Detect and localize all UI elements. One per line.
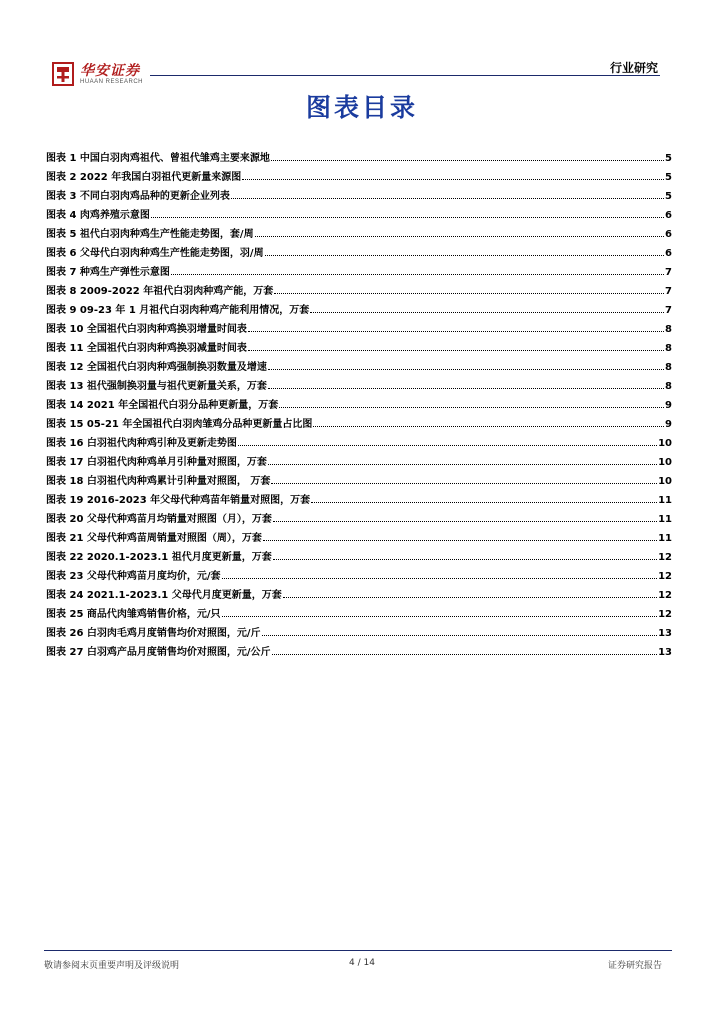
toc-entry-page: 12 [658, 571, 672, 582]
toc-entry-page: 5 [665, 191, 672, 202]
toc-list [46, 145, 672, 658]
toc-entry[interactable] [46, 411, 672, 430]
report-type: 证券研究报告 [607, 961, 662, 971]
toc-entry[interactable] [46, 468, 672, 487]
toc-entry-label: 图表 13 祖代强制换羽量与祖代更新量关系，万套 [46, 381, 267, 392]
toc-entry[interactable] [46, 145, 672, 164]
toc-entry-page: 11 [658, 533, 672, 544]
toc-entry-label: 图表 8 2009-2022 年祖代白羽肉种鸡产能，万套 [46, 286, 274, 297]
toc-entry-page: 6 [665, 229, 672, 240]
toc-entry[interactable] [46, 183, 672, 202]
toc-entry[interactable] [46, 449, 672, 468]
toc-entry[interactable] [46, 506, 672, 525]
toc-dot-leader [313, 417, 664, 427]
toc-entry-label: 图表 23 父母代种鸡苗月度均价，元/套 [46, 571, 221, 582]
toc-dot-leader [222, 607, 658, 617]
toc-entry-label: 图表 16 白羽祖代肉种鸡引种及更新走势图 [46, 438, 237, 449]
page-number: 4 / 14 [349, 958, 375, 968]
toc-entry[interactable] [46, 639, 672, 658]
toc-dot-leader [263, 531, 657, 541]
toc-entry-page: 7 [665, 267, 672, 278]
header-rule [150, 75, 660, 76]
toc-entry[interactable] [46, 544, 672, 563]
toc-entry[interactable] [46, 335, 672, 354]
brand-logo [52, 62, 74, 86]
toc-entry[interactable] [46, 202, 672, 221]
toc-entry[interactable] [46, 487, 672, 506]
toc-dot-leader [272, 645, 658, 655]
toc-entry-page: 5 [665, 153, 672, 164]
toc-entry[interactable] [46, 297, 672, 316]
toc-entry-label: 图表 24 2021.1-2023.1 父母代月度更新量，万套 [46, 590, 282, 601]
toc-entry[interactable] [46, 240, 672, 259]
toc-entry-label: 图表 7 种鸡生产弹性示意图 [46, 267, 170, 278]
toc-dot-leader [231, 189, 664, 199]
toc-dot-leader [310, 303, 664, 313]
toc-entry-label: 图表 10 全国祖代白羽肉种鸡换羽增量时间表 [46, 324, 247, 335]
toc-entry-label: 图表 6 父母代白羽肉种鸡生产性能走势图，羽/周 [46, 248, 264, 259]
toc-dot-leader [279, 398, 664, 408]
toc-dot-leader [262, 626, 658, 636]
toc-entry-page: 11 [658, 495, 672, 506]
toc-entry[interactable] [46, 430, 672, 449]
toc-entry[interactable] [46, 316, 672, 335]
toc-entry-page: 8 [665, 381, 672, 392]
huaan-logo-icon [52, 62, 74, 86]
toc-entry-label: 图表 4 肉鸡养殖示意图 [46, 210, 150, 221]
toc-entry-label: 图表 27 白羽鸡产品月度销售均价对照图，元/公斤 [46, 647, 271, 658]
toc-dot-leader [238, 436, 657, 446]
toc-entry-page: 10 [658, 476, 672, 487]
toc-entry[interactable] [46, 563, 672, 582]
toc-entry-label: 图表 19 2016-2023 年父母代种鸡苗年销量对照图，万套 [46, 495, 311, 506]
toc-entry-page: 10 [658, 457, 672, 468]
toc-entry-page: 12 [658, 552, 672, 563]
toc-dot-leader [222, 569, 658, 579]
toc-dot-leader [265, 246, 664, 256]
toc-entry[interactable] [46, 601, 672, 620]
toc-entry-page: 5 [665, 172, 672, 183]
toc-entry-label: 图表 3 不同白羽肉鸡品种的更新企业列表 [46, 191, 230, 202]
toc-entry-label: 图表 18 白羽祖代肉种鸡累计引种量对照图， 万套 [46, 476, 271, 487]
toc-entry-page: 7 [665, 286, 672, 297]
section-label: 行业研究 [609, 61, 658, 75]
toc-dot-leader [271, 151, 664, 161]
toc-dot-leader [248, 322, 664, 332]
toc-entry-label: 图表 2 2022 年我国白羽祖代更新量来源图 [46, 172, 242, 183]
toc-entry-page: 8 [665, 362, 672, 373]
toc-entry-page: 8 [665, 343, 672, 354]
toc-entry[interactable] [46, 620, 672, 639]
toc-entry-page: 10 [658, 438, 672, 449]
toc-entry-label: 图表 20 父母代种鸡苗月均销量对照图（月），万套 [46, 514, 272, 525]
toc-dot-leader [268, 360, 664, 370]
toc-entry[interactable] [46, 221, 672, 240]
toc-entry-label: 图表 17 白羽祖代肉种鸡单月引种量对照图，万套 [46, 457, 267, 468]
toc-entry-page: 12 [658, 609, 672, 620]
toc-entry-label: 图表 11 全国祖代白羽肉种鸡换羽减量时间表 [46, 343, 247, 354]
toc-entry[interactable] [46, 582, 672, 601]
disclaimer-note: 敬请参阅末页重要声明及评级说明 [44, 961, 180, 971]
toc-entry-label: 图表 9 09-23 年 1 月祖代白羽肉种鸡产能利用情况，万套 [46, 305, 310, 316]
toc-entry-label: 图表 25 商品代肉雏鸡销售价格，元/只 [46, 609, 221, 620]
toc-entry[interactable] [46, 354, 672, 373]
brand-name-cn: 华安证券 [80, 63, 140, 79]
toc-entry-label: 图表 1 中国白羽肉鸡祖代、曾祖代雏鸡主要来源地 [46, 153, 270, 164]
toc-entry-label: 图表 14 2021 年全国祖代白羽分品种更新量，万套 [46, 400, 279, 411]
toc-entry-page: 7 [665, 305, 672, 316]
toc-entry-label: 图表 12 全国祖代白羽肉种鸡强制换羽数量及增速 [46, 362, 267, 373]
toc-dot-leader [151, 208, 664, 218]
toc-entry-label: 图表 21 父母代种鸡苗周销量对照图（周），万套 [46, 533, 262, 544]
toc-dot-leader [255, 227, 664, 237]
toc-entry[interactable] [46, 278, 672, 297]
brand-name-en: HUAAN RESEARCH [80, 79, 144, 85]
toc-entry[interactable] [46, 392, 672, 411]
toc-entry[interactable] [46, 164, 672, 183]
toc-entry[interactable] [46, 525, 672, 544]
toc-dot-leader [242, 170, 664, 180]
toc-entry-page: 13 [658, 647, 672, 658]
toc-entry[interactable] [46, 373, 672, 392]
toc-entry-page: 12 [658, 590, 672, 601]
toc-dot-leader [268, 455, 657, 465]
toc-entry-page: 8 [665, 324, 672, 335]
toc-entry-label: 图表 22 2020.1-2023.1 祖代月度更新量，万套 [46, 552, 272, 563]
page-title: 图表目录 [305, 93, 418, 122]
toc-dot-leader [171, 265, 664, 275]
toc-entry-label: 图表 26 白羽肉毛鸡月度销售均价对照图，元/斤 [46, 628, 261, 639]
toc-dot-leader [273, 512, 657, 522]
footer-rule [44, 950, 672, 951]
toc-dot-leader [273, 550, 657, 560]
toc-dot-leader [274, 284, 664, 294]
toc-dot-leader [271, 474, 657, 484]
toc-entry-page: 13 [658, 628, 672, 639]
toc-entry-label: 图表 5 祖代白羽肉种鸡生产性能走势图，套/周 [46, 229, 254, 240]
toc-dot-leader [311, 493, 657, 503]
toc-entry-page: 9 [665, 400, 672, 411]
toc-entry-page: 6 [665, 210, 672, 221]
toc-entry-page: 11 [658, 514, 672, 525]
toc-entry-page: 6 [665, 248, 672, 259]
toc-entry[interactable] [46, 259, 672, 278]
toc-dot-leader [268, 379, 664, 389]
toc-entry-label: 图表 15 05-21 年全国祖代白羽肉雏鸡分品种更新量占比图 [46, 419, 313, 430]
toc-dot-leader [248, 341, 664, 351]
toc-entry-page: 9 [665, 419, 672, 430]
toc-dot-leader [283, 588, 657, 598]
